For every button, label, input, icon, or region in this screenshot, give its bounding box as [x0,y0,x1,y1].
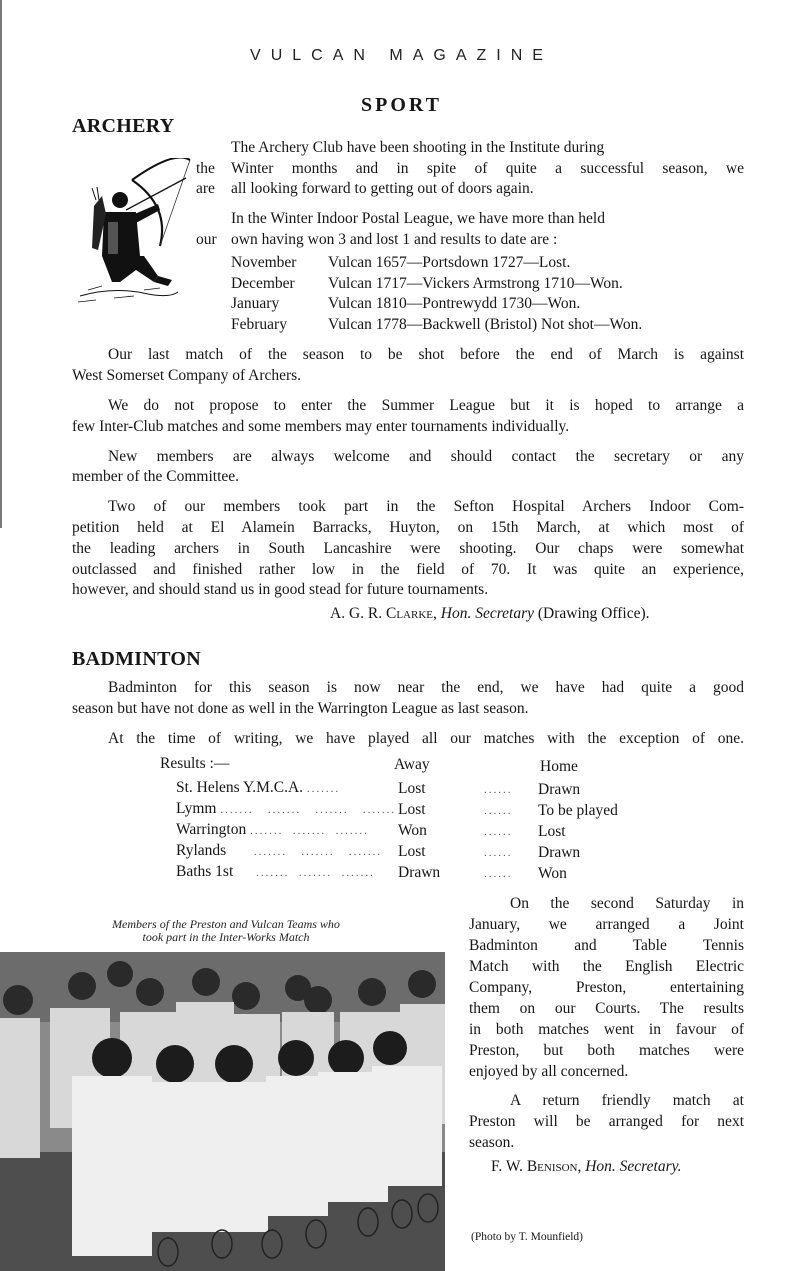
archery-result-month: November [231,254,297,271]
archery-league-line1: In the Winter Indoor Postal League, we have more than held [231,210,605,227]
archery-para5-line2: member of the Committee. [72,468,240,485]
results-col-away: Away [394,756,430,773]
badminton-heading: BADMINTON [72,648,202,670]
badminton-para3-line6: them on our Courts. The results [469,1000,744,1017]
archery-league-line2-lead: our [196,231,217,248]
archery-result-text: Vulcan 1657—Portsdown 1727—Lost. [328,254,571,271]
archery-league-line2: own having won 3 and lost 1 and results to date are : [231,231,558,248]
badminton-para3-line7: in both matches went in favour of [469,1021,744,1038]
archery-result-text: Vulcan 1717—Vickers Armstrong 1710—Won. [328,275,623,292]
results-away: Lost [398,843,426,860]
results-home: Lost [538,823,566,840]
archery-result-month: January [231,295,280,312]
archery-para4-line1: We do not propose to enter the Summer League but it is hoped to arrange a [108,397,744,414]
results-team: Warrington ....... ....... ....... [176,821,369,838]
archery-para6-line5: however, and should stand us in good stead for future tournaments. [72,581,489,598]
archery-result-text: Vulcan 1778—Backwell (Bristol) Not shot—Won. [328,316,643,333]
signature-role: Hon. Secretary [440,605,535,622]
signature-name: Clarke, [385,605,437,622]
archery-intro-line3-lead: are [196,180,215,197]
results-home: Drawn [538,844,581,861]
badminton-para3-line3: Badminton and Table Tennis [469,937,744,954]
badminton-para3-line8: Preston, but both matches were [469,1042,744,1059]
signature-department: (Drawing Office). [537,605,650,622]
archery-result-month: December [231,275,295,292]
archery-heading: ARCHERY [72,115,175,137]
results-label: Results :— [160,755,230,772]
results-dots: ...... [484,826,513,838]
results-team: St. Helens Y.M.C.A. ....... [176,779,341,796]
team-photo [0,952,445,1271]
results-home: Drawn [538,781,581,798]
archery-result-month: February [231,316,287,333]
results-away: Won [398,822,427,839]
archer-illustration [74,158,196,310]
archery-para6-line1: Two of our members took part in the Sefton Hospital Archers Indoor Com- [108,498,744,515]
results-col-home: Home [540,758,578,775]
archery-para5-line1: New members are always welcome and should contact the secretary or any [108,448,744,465]
archery-intro-line2: Winter months and in spite of quite a successful season, we [231,160,744,177]
badminton-para2: At the time of writing, we have played all our matches with the exception of one. [108,730,744,747]
badminton-para3-line4: Match with the English Electric [469,958,744,975]
badminton-para1-line1: Badminton for this season is now near the end, we have had quite a good [108,679,744,696]
results-dots: ...... [484,805,513,817]
photo-caption: Members of the Preston and Vulcan Teams who took part in the Inter-Works Match [112,917,340,944]
signature-name: Benison, [526,1158,582,1175]
results-team: Baths 1st ....... ....... ....... [176,863,375,880]
badminton-para3-line1: On the second Saturday in [510,895,744,912]
results-dots: ...... [484,847,513,859]
badminton-para3-line2: January, we arranged a Joint [469,916,744,933]
badminton-para4-line2: Preston will be arranged for next [469,1113,744,1130]
results-team: Rylands ....... ....... ....... [176,842,383,859]
badminton-para1-line2: season but have not done as well in the Warrington League as last season. [72,700,529,717]
results-away: Lost [398,780,426,797]
results-home: Won [538,865,567,882]
archery-intro-line2-lead: the [196,160,215,177]
badminton-signature [491,1157,682,1178]
archery-intro-line1: The Archery Club have been shooting in the Institute during [231,139,605,156]
archery-signature [330,604,650,625]
results-team: Lymm ....... ....... ....... ....... [176,800,397,817]
page-edge [0,0,2,528]
results-dots: ...... [484,784,513,796]
badminton-para4-line3: season. [469,1134,515,1151]
results-dots: ...... [484,868,513,880]
results-away: Lost [398,801,426,818]
badminton-para3-line9: enjoyed by all concerned. [469,1063,629,1080]
archery-intro-line3: all looking forward to getting out of doors again. [231,180,534,197]
archery-para6-line2: petition held at El Alamein Barracks, Huyton, on 15th March, at which most of [72,519,744,536]
photo-credit: (Photo by T. Mounfield) [471,1231,584,1243]
signature-initials: F. W. [491,1158,523,1175]
results-away: Drawn [398,864,441,881]
archery-para6-line3: the leading archers in South Lancashire were shooting. Our chaps were somewhat [72,540,744,557]
archery-para6-line4: outclassed and finished rather low in the field of 70. It was quite an experience, [72,561,744,578]
archery-para4-line2: few Inter-Club matches and some members may enter tournaments individually. [72,418,570,435]
badminton-para4-line1: A return friendly match at [510,1092,744,1109]
signature-role: Hon. Secretary. [585,1158,682,1175]
results-home: To be played [538,802,618,819]
signature-initials: A. G. R. [330,605,383,622]
section-title: SPORT [361,94,442,116]
badminton-para3-line5: Company, Preston, entertaining [469,979,744,996]
archery-para3-line1: Our last match of the season to be shot before the end of March is against [108,346,744,363]
archery-para3-line2: West Somerset Company of Archers. [72,367,302,384]
running-title: VULCAN MAGAZINE [250,47,553,64]
archery-result-text: Vulcan 1810—Pontrewydd 1730—Won. [328,295,581,312]
